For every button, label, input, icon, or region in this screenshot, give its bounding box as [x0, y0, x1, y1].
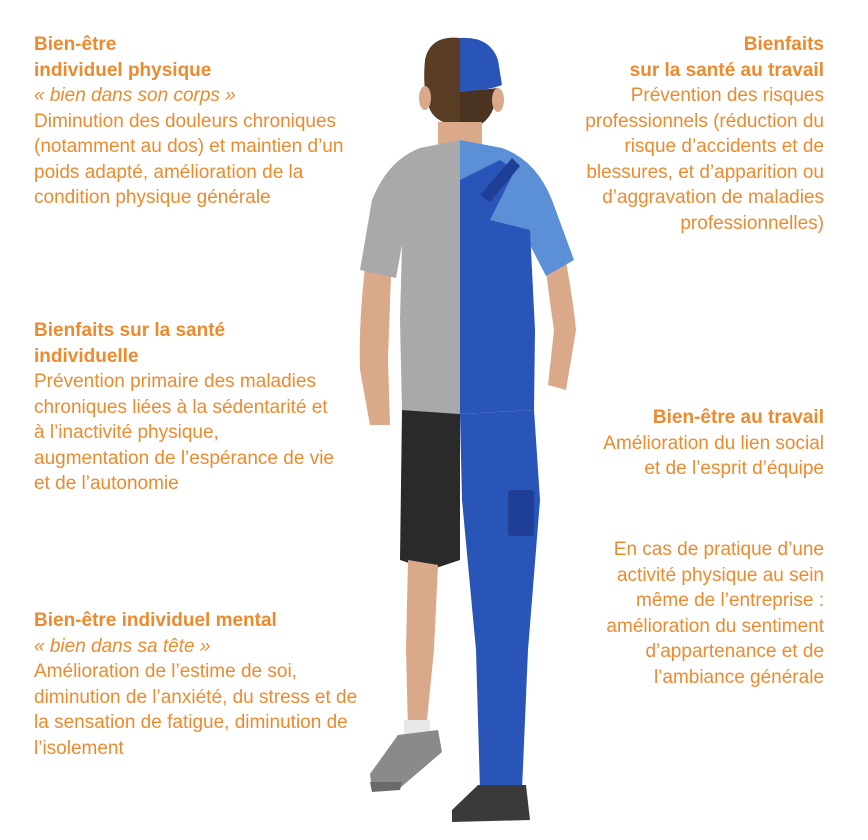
mental-wellbeing-text: Amélioration de l’estime de soi, diminution de l’anxiété, du stress et de la sensation de fatigue, diminution de l’isolement: [34, 661, 358, 759]
physical-wellbeing-text: Diminution des douleurs chroniques (notamment au dos) et maintien d’un poids adapté, amélioration de la condition physique générale: [34, 110, 344, 208]
walking-man-svg: [330, 30, 610, 835]
trouser-pocket: [508, 490, 534, 536]
physical-wellbeing-heading-2: individuel physique: [34, 59, 212, 81]
sneaker-sole: [370, 782, 402, 792]
work-health-heading-1: Bienfaits: [743, 34, 824, 55]
individual-health-block: [34, 318, 334, 497]
work-boot: [452, 785, 530, 822]
mental-wellbeing-heading: Bien-être individuel mental: [34, 610, 277, 631]
work-health-text: Prévention des risques professionnels (réduction du risque d’accidents et de blessures, et d’apparition ou d’aggravation de maladies professionnelles): [585, 85, 824, 234]
physical-wellbeing-heading-1: Bien-être: [34, 34, 117, 55]
work-wellbeing-block: [584, 405, 824, 482]
physical-wellbeing-block: [34, 32, 364, 211]
mental-wellbeing-subtitle: « bien dans sa tête »: [34, 635, 211, 657]
blue-trouser-leg: [460, 410, 540, 790]
black-shorts: [400, 410, 460, 570]
company-practice-block: [584, 537, 824, 690]
cap-back-neck: [460, 88, 498, 126]
work-wellbeing-text: Amélioration du lien social et de l’esprit d’équipe: [603, 432, 824, 479]
walking-man-illustration: [330, 30, 610, 835]
individual-health-heading-1: Bienfaits sur la santé: [34, 320, 226, 341]
cap-shape: [460, 38, 502, 92]
individual-health-heading-2: individuelle: [34, 345, 139, 367]
individual-health-text: Prévention primaire des maladies chroniques liées à la sédentarité et à l’inactivité physique, augmentation de l’espérance de vie et de l’autonomie: [34, 371, 334, 494]
work-wellbeing-heading: Bien-être au travail: [652, 407, 824, 428]
company-practice-text: En cas de pratique d’une activité physique au sein même de l’entreprise : amélioration du sentiment d’appartenance et de l’ambiance générale: [606, 539, 824, 688]
grey-sneaker: [370, 730, 442, 790]
mental-wellbeing-block: [34, 608, 374, 761]
left-leg: [406, 560, 438, 730]
physical-wellbeing-subtitle: « bien dans son corps »: [34, 85, 236, 106]
ear-right: [492, 88, 504, 112]
work-health-heading-2: sur la santé au travail: [629, 59, 824, 81]
ear-left: [419, 86, 431, 110]
hair-shape: [424, 38, 460, 125]
